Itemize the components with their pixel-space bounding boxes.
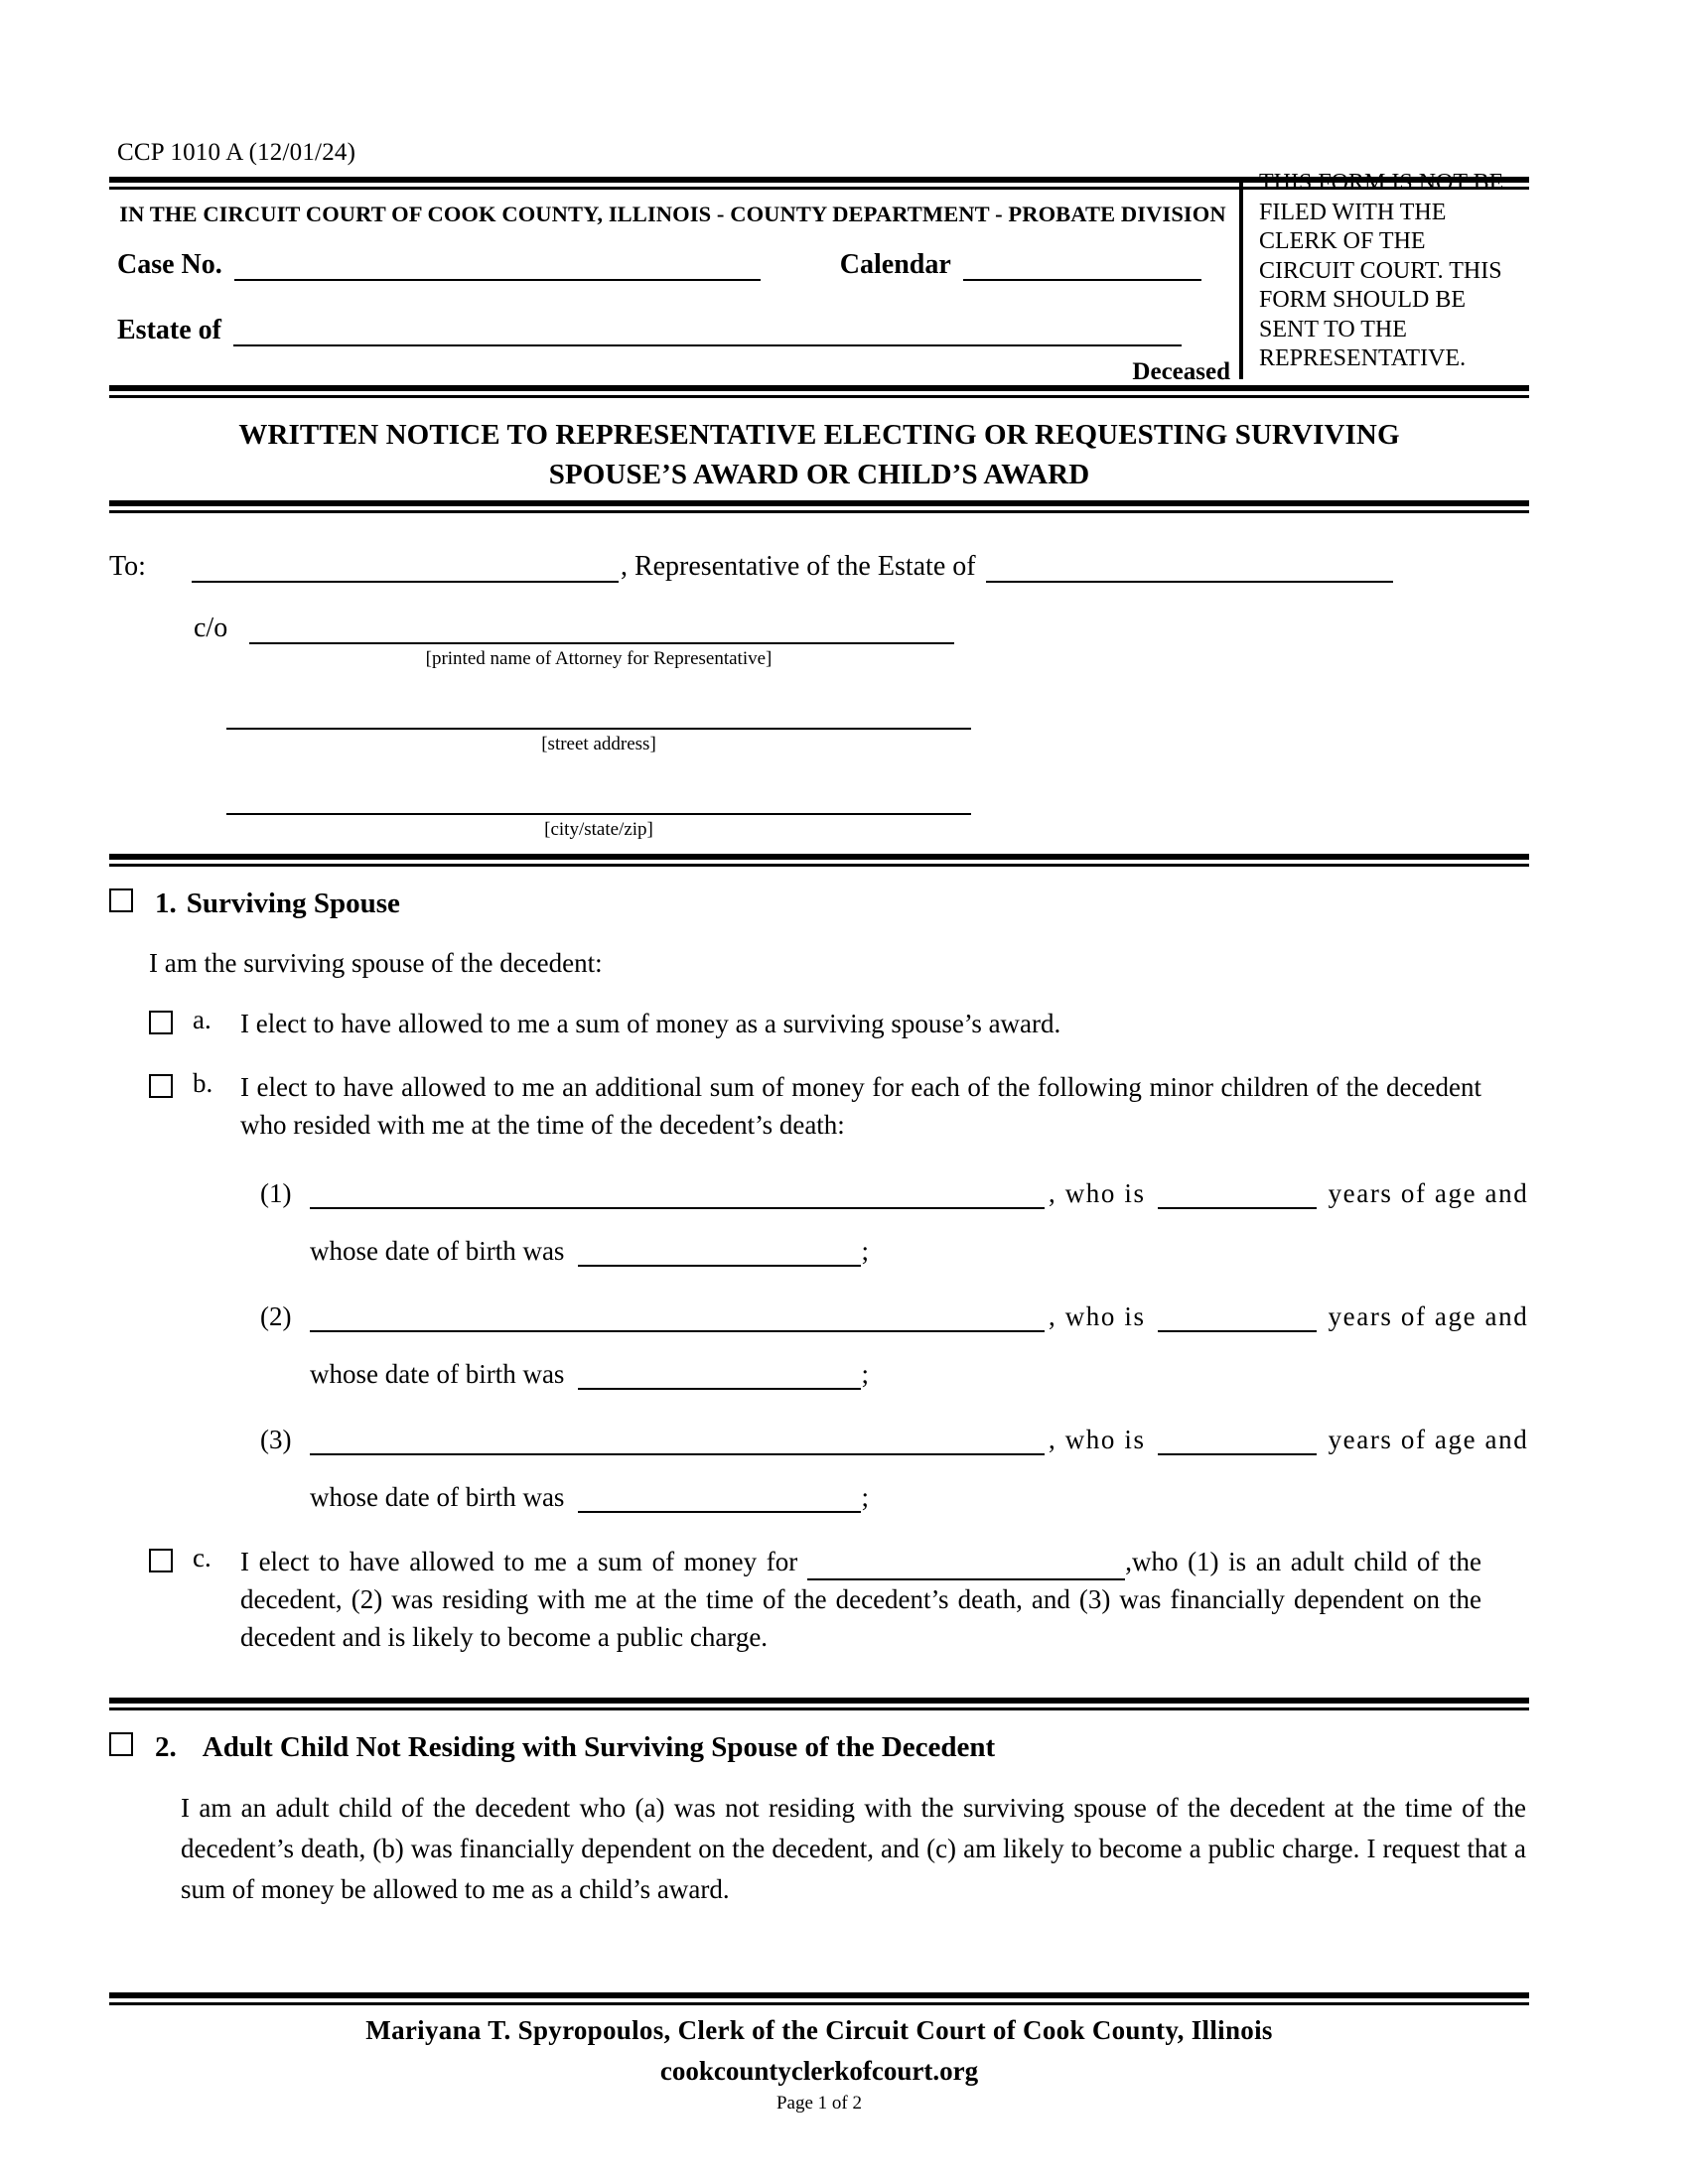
clerk-name: Mariyana T. Spyropoulos, Clerk of the Circuit Court of Cook County, Illinois [365, 2015, 1273, 2045]
to-row [109, 551, 1529, 583]
child-3-line1 [260, 1424, 1529, 1455]
child-3-dob-input[interactable] [578, 1481, 861, 1513]
item-c-text-after: ,who (1) is an adult child of the decedent, (2) was residing with me at the time of the decedent’s death, and (3) was financially dependent on the decedent and is likely to become a public charge. [240, 1547, 1481, 1652]
child-3-line2 [310, 1481, 1529, 1513]
city-state-zip-caption: [city/state/zip] [544, 819, 653, 840]
item-c-letter: c. [193, 1543, 211, 1572]
co-row [109, 613, 1529, 644]
child-2-years-text: years of age and [1328, 1301, 1529, 1331]
estate-name-input[interactable] [986, 551, 1393, 583]
page-title [129, 415, 1509, 494]
child-1-line1 [260, 1177, 1529, 1209]
checkbox-item-c[interactable] [149, 1549, 173, 1572]
clerk-website[interactable]: cookcountyclerkofcourt.org [659, 2056, 979, 2086]
form-code: CCP 1010 A (12/01/24) [117, 139, 356, 166]
item-c-text-before: I elect to have allowed to me a sum of money for [240, 1547, 798, 1576]
child-1-years-text: years of age and [1328, 1178, 1529, 1208]
child-1-who-is: , who is [1049, 1178, 1146, 1208]
checkbox-section2[interactable] [109, 1732, 133, 1756]
section1-title-text: Surviving Spouse [186, 887, 400, 919]
item-a-letter: a. [193, 1005, 211, 1034]
estate-of-label: Estate of [117, 315, 221, 345]
title-top-rule [109, 385, 1529, 398]
recipient-block [109, 551, 1529, 841]
checkbox-item-a[interactable] [149, 1011, 173, 1034]
child-3-who-is: , who is [1049, 1425, 1146, 1454]
child-2-name-input[interactable] [310, 1300, 1045, 1332]
child-1-age-input[interactable] [1158, 1177, 1317, 1209]
child-2-semicolon: ; [861, 1359, 869, 1389]
section1-intro: I am the surviving spouse of the decedent: [149, 948, 603, 978]
child-2-line1 [260, 1300, 1529, 1332]
street-address-group [109, 684, 1529, 755]
title-bottom-rule [109, 500, 1529, 513]
child-1-dob-input[interactable] [578, 1235, 861, 1267]
co-label: c/o [194, 613, 228, 643]
child-2-dob-label: whose date of birth was [310, 1359, 565, 1389]
representative-name-input[interactable] [192, 551, 619, 583]
rep-of-estate-text: , Representative of the Estate of [620, 551, 976, 582]
section2-top-rule [109, 1698, 1529, 1710]
child-3-age-input[interactable] [1158, 1424, 1317, 1455]
city-state-zip-input[interactable] [226, 769, 971, 815]
item-c-text [240, 1543, 1481, 1656]
section1-header[interactable] [109, 888, 1529, 918]
section1-title [155, 888, 400, 918]
case-caption [109, 194, 1236, 387]
page-title-line1: WRITTEN NOTICE TO REPRESENTATIVE ELECTING OR REQUESTING SURVIVING [238, 419, 1400, 451]
child-1-semicolon: ; [861, 1236, 869, 1266]
item-a-text: I elect to have allowed to me a sum of money as a surviving spouse’s award. [240, 1009, 1061, 1038]
section2-number: 2. [155, 1731, 177, 1763]
child-2-number: (2) [260, 1301, 292, 1331]
attorney-name-input[interactable] [249, 613, 954, 644]
item-c[interactable] [149, 1543, 1529, 1656]
calendar-input[interactable] [963, 249, 1201, 281]
child-1-number: (1) [260, 1178, 292, 1208]
section2-title-text: Adult Child Not Residing with Surviving Spouse of the Decedent [202, 1731, 996, 1763]
child-3-number: (3) [260, 1425, 292, 1454]
item-a[interactable] [149, 1005, 1529, 1042]
footer-rule [109, 1992, 1529, 2005]
page-number: Page 1 of 2 [775, 2093, 862, 2114]
city-state-zip-group [109, 769, 1529, 841]
footer [109, 2015, 1529, 2115]
deceased-label: Deceased [1132, 358, 1230, 385]
section-adult-child [109, 1732, 1529, 1910]
child-3-years-text: years of age and [1328, 1425, 1529, 1454]
checkbox-section1[interactable] [109, 888, 133, 912]
child-entry-3 [260, 1424, 1529, 1513]
child-2-dob-input[interactable] [578, 1358, 861, 1390]
section2-title [155, 1732, 995, 1762]
case-no-label: Case No. [117, 249, 222, 280]
estate-of-input[interactable] [233, 315, 1182, 346]
child-3-name-input[interactable] [310, 1424, 1045, 1455]
child-2-line2 [310, 1358, 1529, 1390]
notice-text: THIS FORM IS NOT BE FILED WITH THE CLERK OF THE CIRCUIT COURT. THIS FORM SHOULD BE SENT TO THE REPRESENTATIVE. [1259, 170, 1504, 371]
child-2-who-is: , who is [1049, 1301, 1146, 1331]
child-3-dob-label: whose date of birth was [310, 1482, 565, 1512]
calendar-label: Calendar [839, 249, 951, 280]
child-2-age-input[interactable] [1158, 1300, 1317, 1332]
child-entry-1 [260, 1177, 1529, 1267]
section-surviving-spouse [109, 888, 1529, 1656]
attorney-name-caption: [printed name of Attorney for Representative] [425, 648, 773, 669]
case-no-input[interactable] [234, 249, 761, 281]
section1-top-rule [109, 854, 1529, 867]
item-b[interactable] [149, 1068, 1529, 1144]
estate-of-row [109, 315, 1236, 346]
child-1-dob-label: whose date of birth was [310, 1236, 565, 1266]
checkbox-item-b[interactable] [149, 1074, 173, 1098]
child-entry-2 [260, 1300, 1529, 1390]
page-title-line2: SPOUSE’S AWARD OR CHILD’S AWARD [548, 459, 1090, 490]
section2-header[interactable] [109, 1732, 1529, 1762]
item-b-letter: b. [193, 1068, 213, 1098]
header-vertical-divider [1239, 183, 1243, 379]
item-b-text: I elect to have allowed to me an additional sum of money for each of the following minor children of the decedent who resided with me at the time of the decedent’s death: [240, 1072, 1481, 1140]
item-c-name-input[interactable] [807, 1551, 1125, 1580]
street-address-input[interactable] [226, 684, 971, 730]
child-1-line2 [310, 1235, 1529, 1267]
to-label: To: [109, 551, 146, 582]
section1-number: 1. [155, 887, 177, 919]
child-3-semicolon: ; [861, 1482, 869, 1512]
case-number-row [109, 249, 1236, 281]
section2-body: I am an adult child of the decedent who (a) was not residing with the surviving spouse of the decedent at the time of the decedent’s death, (b) was financially dependent on the decedent, and (c) am likely to become a public charge. I request that a sum of money be allowed to me as a child’s award. [181, 1793, 1526, 1904]
street-address-caption: [street address] [541, 734, 656, 754]
child-1-name-input[interactable] [310, 1177, 1045, 1209]
court-title: IN THE CIRCUIT COURT OF COOK COUNTY, ILLINOIS - COUNTY DEPARTMENT - PROBATE DIVISION [119, 202, 1226, 226]
